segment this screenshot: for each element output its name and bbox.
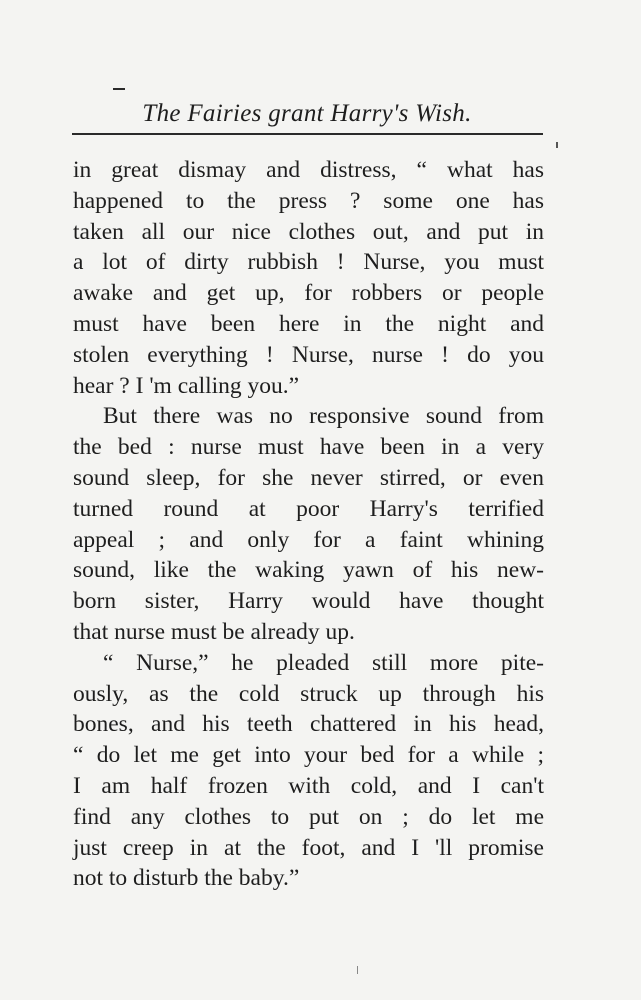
text-line: taken all our nice clothes out, and put in xyxy=(73,218,544,245)
text-line: that nurse must be already up. xyxy=(73,618,355,645)
text-line: a lot of dirty rubbish ! Nurse, you must xyxy=(73,249,544,276)
running-head: The Fairies grant Harry's Wish. xyxy=(142,100,472,127)
ink-speck xyxy=(357,966,358,974)
text-line: the bed : nurse must have been in a very xyxy=(73,434,544,461)
text-line: sound sleep, for she never stirred, or even xyxy=(73,464,544,491)
text-line: But there was no responsive sound from xyxy=(103,403,544,430)
text-line: “ do let me get into your bed for a while ; xyxy=(73,742,544,769)
text-line: born sister, Harry would have thought xyxy=(73,588,544,615)
ink-speck xyxy=(556,142,558,148)
text-line: stolen everything ! Nurse, nurse ! do you xyxy=(73,341,544,368)
text-line: hear ? I 'm calling you.” xyxy=(73,372,300,399)
text-line: must have been here in the night and xyxy=(73,310,544,337)
text-line: not to disturb the baby.” xyxy=(73,865,300,892)
printer-dash-mark xyxy=(113,88,125,90)
text-line: turned round at poor Harry's terrified xyxy=(73,495,544,522)
text-line: in great dismay and distress, “ what has xyxy=(73,157,544,183)
text-line: appeal ; and only for a faint whining xyxy=(73,526,544,553)
header-rule xyxy=(72,133,543,135)
text-line: I am half frozen with cold, and I can't xyxy=(73,772,544,799)
text-line: sound, like the waking yawn of his new- xyxy=(73,557,544,584)
body-text xyxy=(73,155,544,894)
text-line: just creep in at the foot, and I 'll promise xyxy=(73,834,544,861)
text-line: “ Nurse,” he pleaded still more pite- xyxy=(103,649,544,676)
text-line: awake and get up, for robbers or people xyxy=(73,280,544,307)
text-line: bones, and his teeth chattered in his head, xyxy=(73,711,544,738)
text-line: find any clothes to put on ; do let me xyxy=(73,803,544,830)
text-line: happened to the press ? some one has xyxy=(73,187,544,214)
text-line: ously, as the cold struck up through his xyxy=(73,680,544,707)
